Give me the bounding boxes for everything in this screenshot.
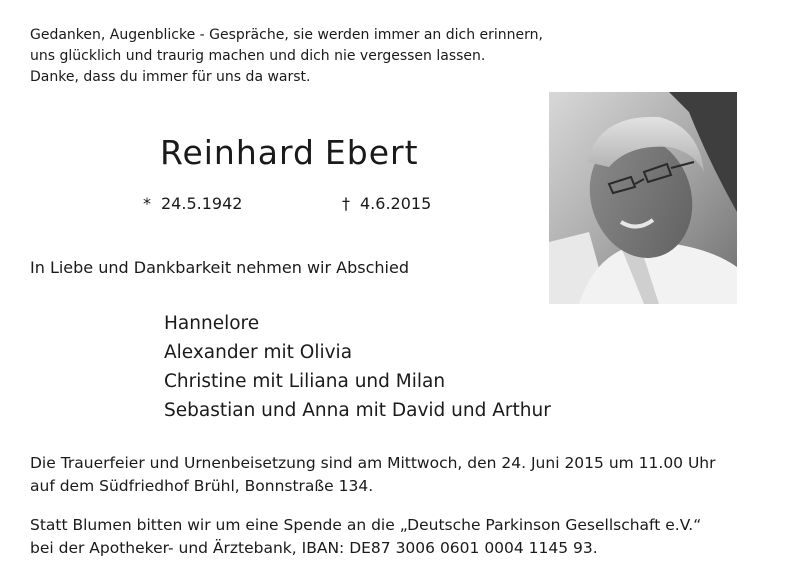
portrait-photo [549,92,737,304]
ceremony-line: Die Trauerfeier und Urnenbeisetzung sind am Mittwoch, den 24. Juni 2015 um 11.00 Uhr [30,454,716,472]
poem-line: Gedanken, Augenblicke - Gespräche, sie werden immer an dich erinnern, [30,27,543,43]
death-date-line [342,194,431,213]
last-name: Ebert [324,133,419,172]
donation-info [30,514,701,560]
ceremony-info [30,452,716,498]
poem-line: uns glücklich und traurig machen und dich nie vergessen lassen. [30,48,486,64]
birth-date: 24.5.1942 [161,194,243,213]
family-list [164,309,551,425]
death-date: 4.6.2015 [360,194,432,213]
farewell-text: In Liebe und Dankbarkeit nehmen wir Abschied [30,258,409,277]
family-member: Hannelore [164,313,260,334]
family-member: Alexander mit Olivia [164,342,353,363]
birth-date-line [143,194,242,213]
poem-block [30,25,543,88]
poem-line: Danke, dass du immer für uns da warst. [30,69,311,85]
family-member: Sebastian und Anna mit David und Arthur [164,400,551,421]
star-icon: * [143,194,151,213]
ceremony-line: auf dem Südfriedhof Brühl, Bonnstraße 134. [30,477,374,495]
donation-line: bei der Apotheker- und Ärztebank, IBAN: DE87 3006 0601 0004 1145 93. [30,539,598,557]
cross-icon: † [342,194,350,213]
deceased-name [160,133,419,172]
donation-line: Statt Blumen bitten wir um eine Spende an die „Deutsche Parkinson Gesellschaft e.V.“ [30,516,702,534]
family-member: Christine mit Liliana und Milan [164,371,446,392]
first-name: Reinhard [160,133,315,172]
